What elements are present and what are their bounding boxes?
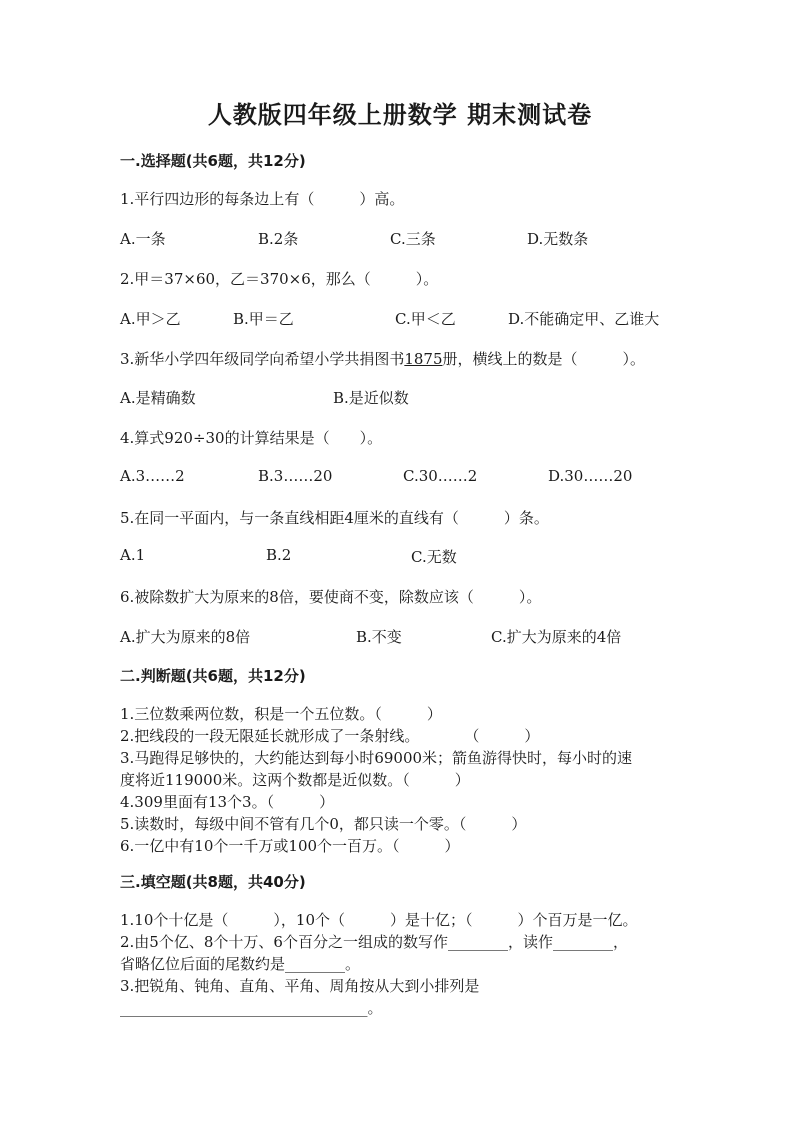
judge-item-3-line-2: 度将近119000米。这两个数都是近似数。（ ） — [120, 771, 470, 789]
choice-q6-option-c: C.扩大为原来的4倍 — [491, 628, 622, 646]
fill-item-1: 1.10个十亿是（ ），10个（ ）是十亿；（ ）个百万是一亿。 — [120, 911, 638, 929]
choice-q6-option-b: B.不变 — [356, 628, 402, 646]
choice-q4-option-b: B.3……20 — [258, 467, 333, 485]
choice-q2-option-b: B.甲＝乙 — [233, 310, 294, 328]
page-title: 人教版四年级上册数学 期末测试卷 — [207, 100, 593, 129]
section-heading-judge: 二.判断题(共6题，共12分) — [120, 667, 306, 685]
judge-item-4: 4.309里面有13个3。（ ） — [120, 793, 335, 811]
choice-q2-option-a: A.甲＞乙 — [120, 310, 181, 328]
judge-item-2: 2.把线段的一段无限延长就形成了一条射线。 （ ） — [120, 727, 540, 745]
fill-item-3-answer-blank: _________________________________。 — [120, 999, 383, 1017]
choice-question-4: 4.算式920÷30的计算结果是（ ）。 — [120, 429, 383, 447]
choice-q3-text-after: 册，横线上的数是（ ）。 — [442, 350, 646, 368]
choice-q1-option-c: C.三条 — [390, 230, 436, 248]
choice-q3-text-before: 3.新华小学四年级同学向希望小学共捐图书 — [120, 350, 405, 368]
fill-item-2-line-2: 省略亿位后面的尾数约是________。 — [120, 955, 361, 973]
choice-q1-option-b: B.2条 — [258, 230, 299, 248]
judge-item-3-line-1: 3.马跑得足够快的，大约能达到每小时69000米；箭鱼游得快时，每小时的速 — [120, 749, 633, 767]
fill-item-3-line-1: 3.把锐角、钝角、直角、平角、周角按从大到小排列是 — [120, 977, 480, 995]
choice-question-5: 5.在同一平面内，与一条直线相距4厘米的直线有（ ）条。 — [120, 509, 549, 527]
choice-q3-option-a: A.是精确数 — [120, 389, 196, 407]
section-heading-choice: 一.选择题(共6题，共12分) — [120, 152, 306, 170]
choice-q4-option-d: D.30……20 — [548, 467, 633, 485]
choice-q4-option-a: A.3……2 — [120, 467, 185, 485]
choice-q2-option-d: D.不能确定甲、乙谁大 — [508, 310, 660, 328]
choice-q6-option-a: A.扩大为原来的8倍 — [120, 628, 251, 646]
choice-q4-option-c: C.30……2 — [403, 467, 478, 485]
choice-q3-underlined-number: 1875 — [404, 350, 443, 368]
choice-question-2: 2.甲＝37×60，乙＝370×6，那么（ ）。 — [120, 270, 439, 288]
choice-question-3 — [120, 348, 645, 369]
choice-q1-option-d: D.无数条 — [527, 230, 589, 248]
choice-q3-option-b: B.是近似数 — [333, 389, 409, 407]
section-heading-fill: 三.填空题(共8题，共40分) — [120, 873, 306, 891]
fill-item-2-line-1: 2.由5个亿、8个十万、6个百分之一组成的数写作________，读作________， — [120, 933, 628, 951]
choice-question-1: 1.平行四边形的每条边上有（ ）高。 — [120, 190, 405, 208]
choice-question-6: 6.被除数扩大为原来的8倍，要使商不变，除数应该（ ）。 — [120, 588, 542, 606]
judge-item-5: 5.读数时，每级中间不管有几个0，都只读一个零。（ ） — [120, 815, 527, 833]
judge-item-1: 1.三位数乘两位数，积是一个五位数。（ ） — [120, 705, 442, 723]
choice-q5-option-a: A.1 — [120, 546, 146, 564]
choice-q2-option-c: C.甲＜乙 — [395, 310, 456, 328]
choice-q5-option-b: B.2 — [266, 546, 292, 564]
choice-q5-option-c: C.无数 — [411, 548, 457, 566]
choice-q1-option-a: A.一条 — [120, 230, 166, 248]
judge-item-6: 6.一亿中有10个一千万或100个一百万。（ ） — [120, 837, 460, 855]
